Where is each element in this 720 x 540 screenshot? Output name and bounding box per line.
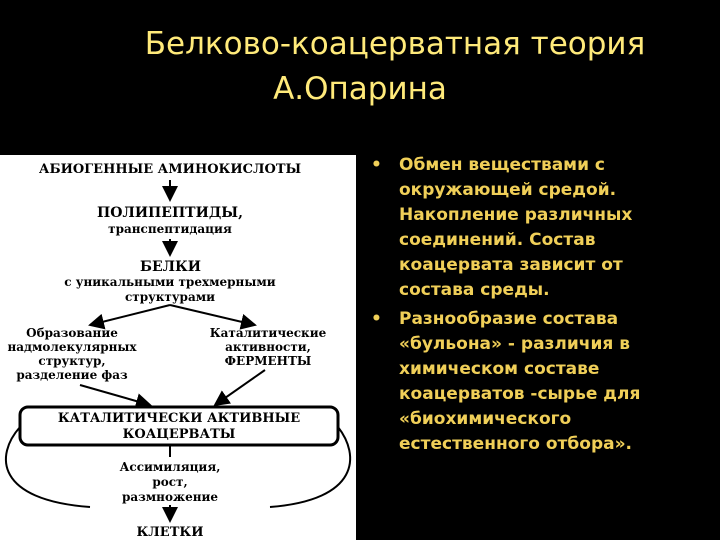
node-left-1: Образование (26, 326, 118, 340)
bullet-line: Разнообразие состава (399, 309, 619, 329)
bullet-marker: • (371, 309, 382, 329)
node-proteins: БЕЛКИ (140, 259, 201, 275)
node-left-2: надмолекулярных (7, 340, 137, 354)
oparin-flow-diagram (0, 155, 356, 540)
node-cycle-3: размножение (121, 490, 219, 504)
node-left-3: структур, (38, 354, 106, 368)
node-coacervates-2: КОАЦЕРВАТЫ (122, 427, 236, 442)
bullet-line: «бульона» - различия в (399, 334, 630, 354)
bullet-line: коацервата зависит от (399, 255, 623, 275)
title-line-1: Белково-коацерватная теория (144, 26, 646, 62)
bullet-line: соединений. Состав (399, 230, 596, 250)
node-proteins-sub1: с уникальными трехмерными (64, 275, 276, 289)
node-cycle-2: рост, (152, 475, 188, 489)
arrow-right (170, 305, 255, 325)
bullet-line: состава среды. (399, 280, 550, 300)
arrow-left (90, 305, 170, 325)
bullet-item-metabolism (371, 153, 711, 303)
bullet-item-diversity (371, 307, 711, 457)
title-line-2: А.Опарина (273, 71, 447, 107)
bullet-line: химическом составе (399, 359, 600, 379)
node-coacervates-1: КАТАЛИТИЧЕСКИ АКТИВНЫЕ (57, 411, 301, 426)
node-abiogenic-amino-acids: АБИОГЕННЫЕ АМИНОКИСЛОТЫ (38, 162, 302, 177)
arrow-right-down (215, 370, 265, 405)
node-polypeptides: ПОЛИПЕПТИДЫ, (97, 205, 243, 221)
node-cycle-1: Ассимиляция, (119, 460, 221, 474)
node-proteins-sub2: структурами (124, 290, 216, 304)
bullet-list (371, 153, 711, 461)
bullet-line: Обмен веществами с (399, 155, 605, 175)
bullet-line: «биохимического (399, 409, 572, 429)
bullet-marker: • (371, 155, 382, 175)
bullet-line: естественного отбора». (399, 434, 633, 454)
node-transpeptidation: транспептидация (108, 222, 232, 236)
node-left-4: разделение фаз (16, 368, 128, 382)
bullet-line: окружающей средой. (399, 180, 617, 200)
arrow-left-down (80, 385, 150, 405)
node-right-1: Каталитические (209, 326, 327, 340)
node-right-2: активности, (225, 340, 311, 354)
node-cells: КЛЕТКИ (136, 525, 204, 540)
bullet-line: коацерватов -сырье для (399, 384, 641, 404)
node-right-3: ФЕРМЕНТЫ (224, 354, 312, 368)
bullet-line: Накопление различных (399, 205, 633, 225)
slide-title (0, 22, 720, 112)
